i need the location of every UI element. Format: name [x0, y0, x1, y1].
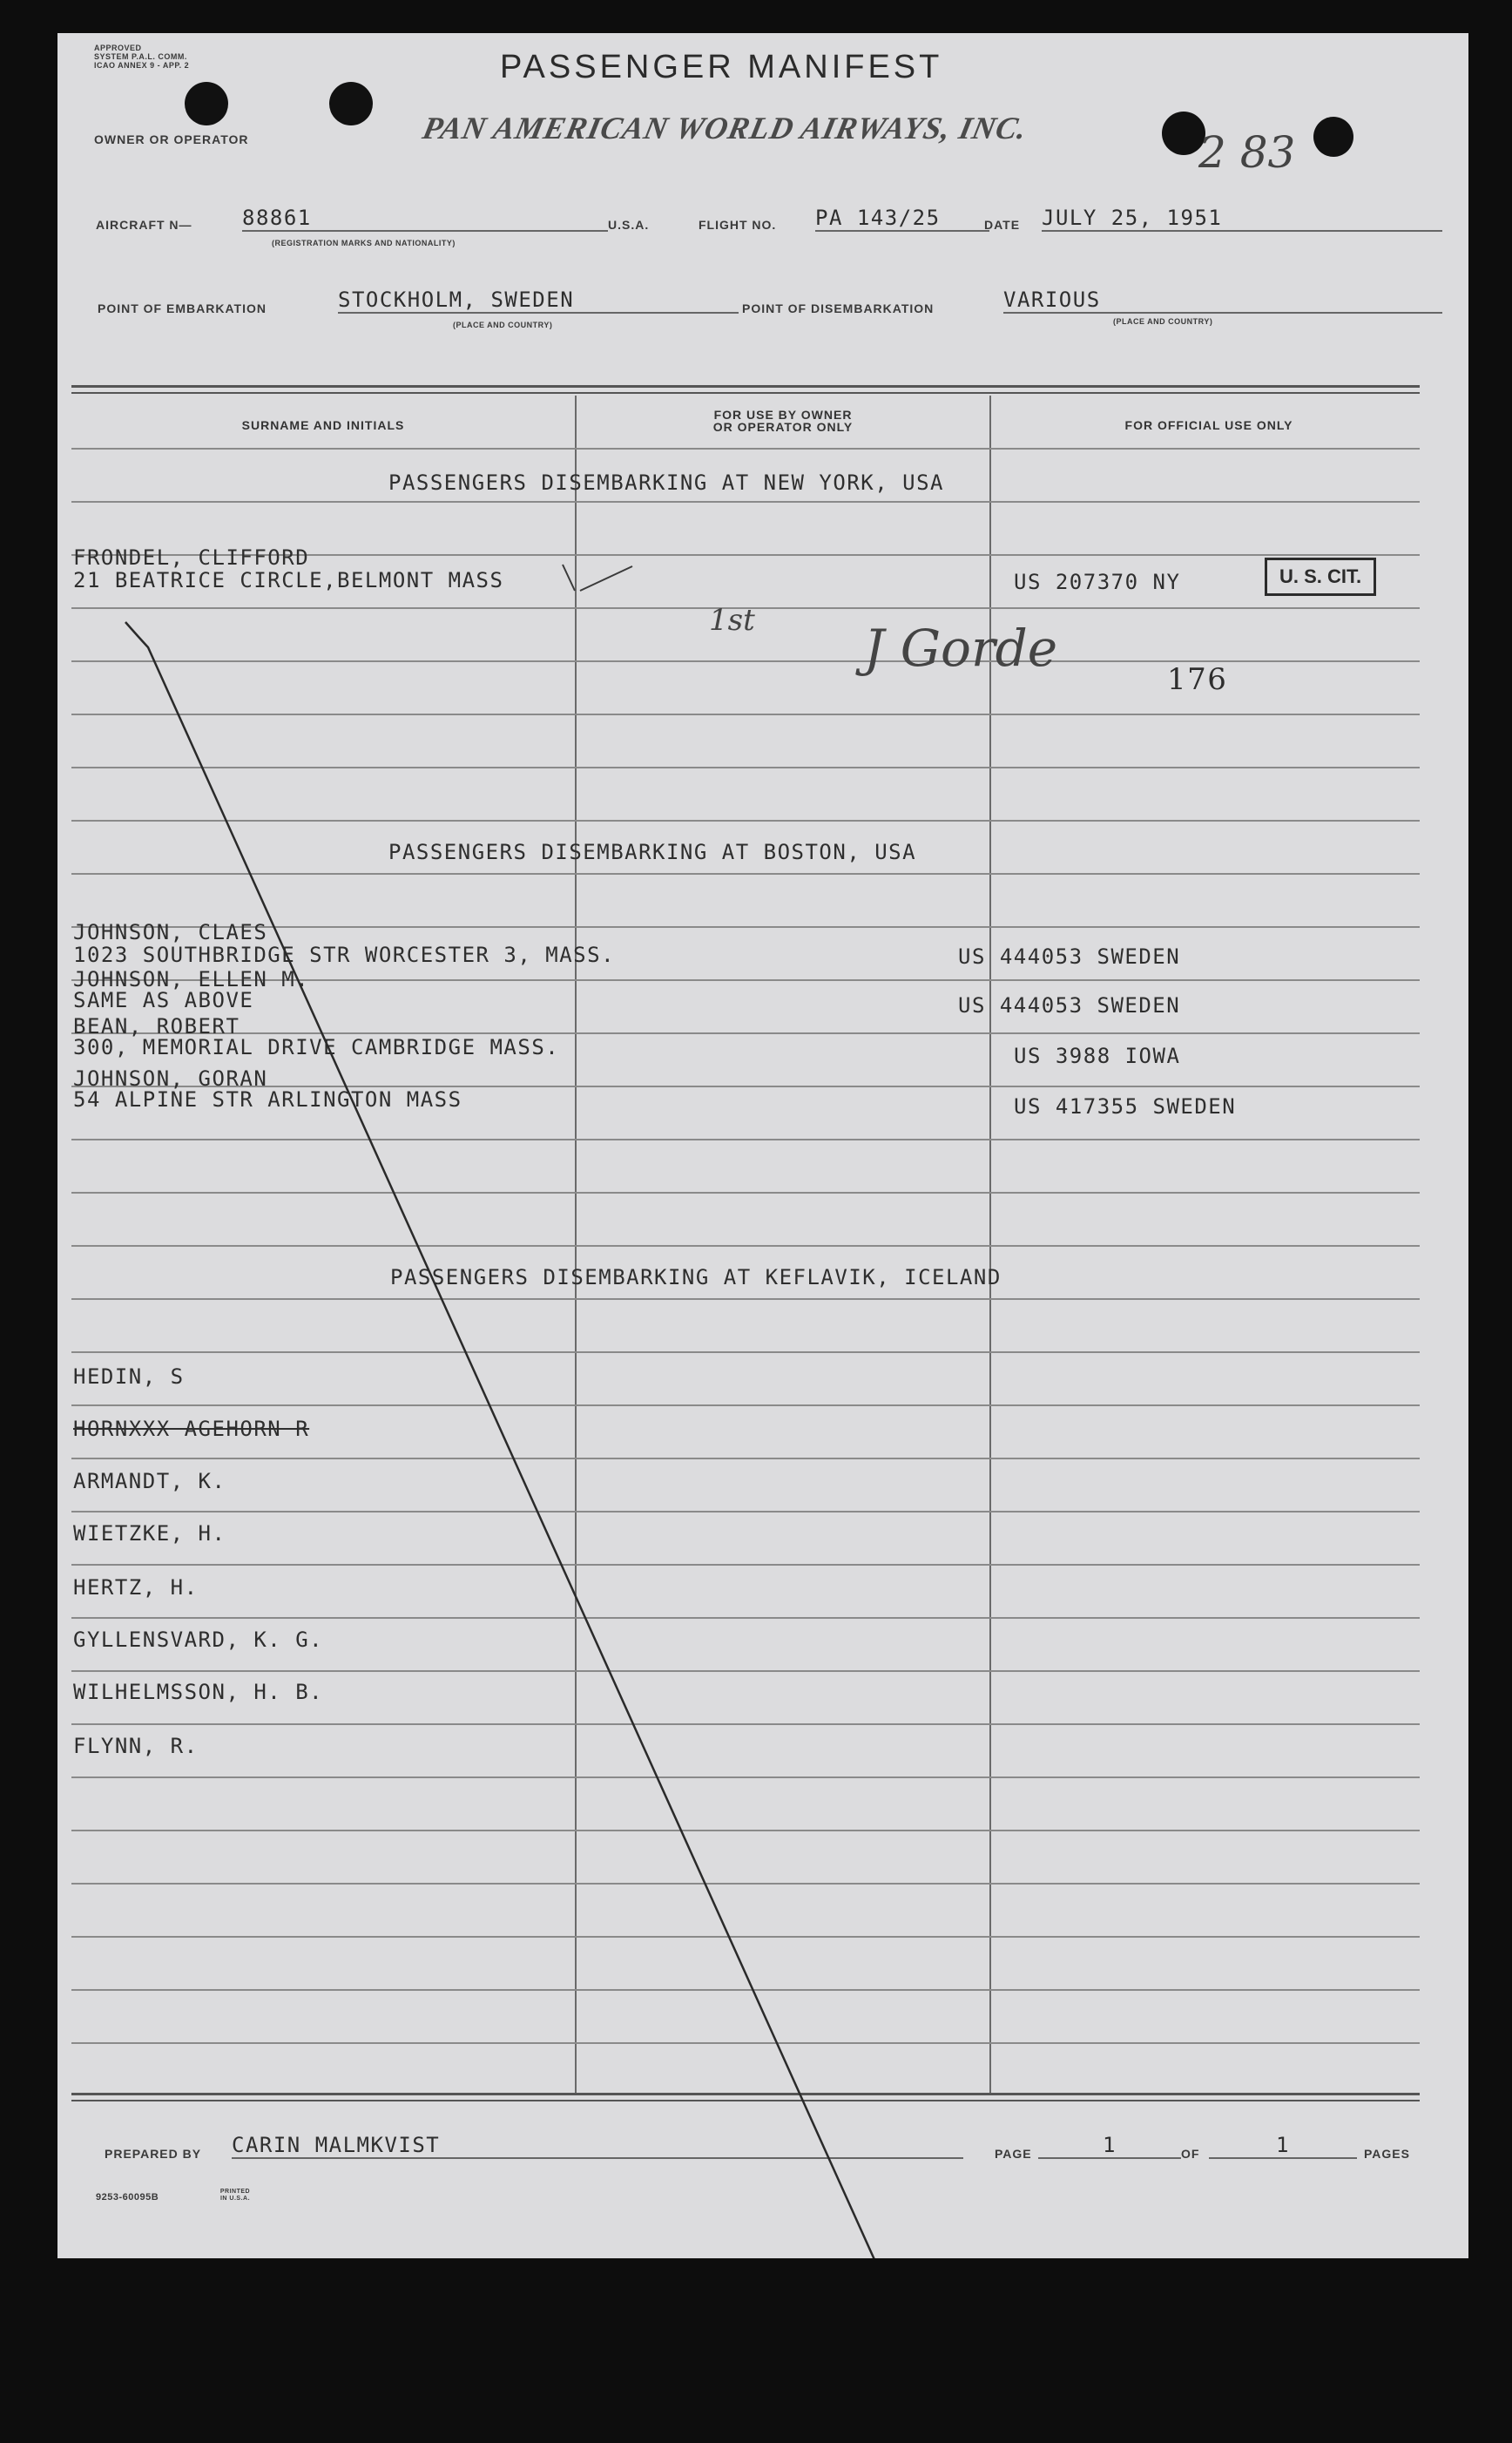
boston-passenger-1-address: 1023 SOUTHBRIDGE STR WORCESTER 3, MASS. — [73, 943, 616, 967]
boston-passenger-4-address: 54 ALPINE STR ARLINGTON MASS — [73, 1087, 462, 1112]
boston-passenger-4-official: US 417355 SWEDEN — [1014, 1094, 1237, 1119]
handwritten-signature: J Gorde — [864, 619, 1058, 678]
keflavik-passenger-7: WILHELMSSON, H. B. — [73, 1680, 324, 1704]
ruled-line — [71, 1936, 1420, 1938]
boston-passenger-3-official: US 3988 IOWA — [1014, 1044, 1181, 1068]
prepared-by-label: PREPARED BY — [105, 2147, 202, 2161]
embark-label: POINT OF EMBARKATION — [98, 301, 267, 315]
flight-number: PA 143/25 — [815, 206, 989, 232]
operator-name: PAN AMERICAN WORLD AIRWAYS, INC. — [419, 111, 1031, 145]
ruled-line — [71, 714, 1420, 715]
ruled-line — [71, 820, 1420, 822]
boston-passenger-1-name: JOHNSON, CLAES — [73, 920, 268, 944]
boston-passenger-2-official: US 444053 SWEDEN — [958, 993, 1181, 1018]
flight-no-label: FLIGHT NO. — [699, 218, 777, 232]
ny-passenger-address: 21 BEATRICE CIRCLE,BELMONT MASS — [73, 568, 504, 592]
page-number: 1 — [1038, 2133, 1181, 2159]
of-label: OF — [1181, 2147, 1200, 2161]
boston-passenger-2-name: JOHNSON, ELLEN M. — [73, 967, 310, 991]
disembark-label: POINT OF DISEMBARKATION — [742, 301, 935, 315]
boston-passenger-2-address: SAME AS ABOVE — [73, 988, 254, 1012]
ruled-line — [71, 1830, 1420, 1831]
boston-passenger-3-name: BEAN, ROBERT — [73, 1014, 240, 1039]
punch-hole-far-right — [1313, 117, 1353, 157]
ruled-line — [71, 1404, 1420, 1406]
approved-line-2: SYSTEM P.A.L. COMM. — [94, 52, 187, 61]
boston-passenger-4-name: JOHNSON, GORAN — [73, 1066, 268, 1091]
ruled-line — [71, 501, 1420, 503]
approved-line-1: APPROVED — [94, 44, 142, 52]
owner-label: OWNER OR OPERATOR — [94, 132, 249, 146]
pages-label: PAGES — [1364, 2147, 1410, 2161]
total-pages: 1 — [1209, 2133, 1357, 2159]
surname-column-header: SURNAME AND INITIALS — [241, 418, 405, 432]
ruled-line — [71, 1989, 1420, 1991]
ruled-line — [71, 1511, 1420, 1512]
keflavik-passenger-4: WIETZKE, H. — [73, 1521, 226, 1546]
keflavik-passenger-8: FLYNN, R. — [73, 1734, 199, 1758]
ruled-line — [71, 1723, 1420, 1725]
stamped-number: 176 — [1167, 662, 1228, 697]
boston-passenger-1-official: US 444053 SWEDEN — [958, 944, 1181, 969]
ruled-line — [71, 1139, 1420, 1140]
ruled-line — [71, 1670, 1420, 1672]
column-divider-1 — [575, 396, 577, 2093]
flight-date: JULY 25, 1951 — [1042, 206, 1442, 232]
ruled-line — [71, 1298, 1420, 1300]
corner-mark: 2 83 — [1198, 127, 1296, 178]
official-column-header: FOR OFFICIAL USE ONLY — [1124, 418, 1293, 432]
embark-place: STOCKHOLM, SWEDEN — [338, 288, 739, 314]
aircraft-number: 88861 — [242, 206, 608, 232]
keflavik-passenger-2: HORNXXX AGEHORN R — [73, 1417, 310, 1441]
owner-column-header-1: FOR USE BY OWNER — [713, 408, 853, 422]
owner-column-header-2: OR OPERATOR ONLY — [712, 420, 854, 434]
aircraft-label: AIRCRAFT N— — [96, 218, 192, 232]
punch-hole-center — [329, 82, 373, 125]
page-label: PAGE — [995, 2147, 1032, 2161]
table-bottom-rule — [71, 2093, 1420, 2095]
diagonal-cancel-line — [57, 33, 1468, 2258]
table-top-rule-2 — [71, 392, 1420, 394]
ruled-line — [71, 873, 1420, 875]
registration-caption: (REGISTRATION MARKS AND NATIONALITY) — [272, 239, 456, 247]
form-number: 9253-60095B — [96, 2192, 159, 2203]
ruled-line — [71, 1351, 1420, 1353]
boston-passenger-3-address: 300, MEMORIAL DRIVE CAMBRIDGE MASS. — [73, 1035, 560, 1059]
ruled-line — [71, 1245, 1420, 1247]
disembark-caption: (PLACE AND COUNTRY) — [1113, 317, 1213, 326]
ruled-line — [71, 1617, 1420, 1619]
ruled-line — [71, 2042, 1420, 2044]
manifest-page — [57, 33, 1468, 2258]
punch-hole-left — [185, 82, 228, 125]
approved-line-3: ICAO ANNEX 9 - APP. 2 — [94, 61, 190, 70]
ruled-line — [71, 1564, 1420, 1566]
section-keflavik: PASSENGERS DISEMBARKING AT KEFLAVIK, ICELAND — [390, 1265, 1002, 1289]
section-boston: PASSENGERS DISEMBARKING AT BOSTON, USA — [388, 840, 917, 864]
ruled-line — [71, 1776, 1420, 1778]
ny-passenger-name: FRONDEL, CLIFFORD — [73, 545, 310, 570]
prepared-by-name: CARIN MALMKVIST — [232, 2133, 963, 2159]
keflavik-passenger-3: ARMANDT, K. — [73, 1469, 226, 1493]
table-bottom-rule-2 — [71, 2100, 1420, 2101]
section-new-york: PASSENGERS DISEMBARKING AT NEW YORK, USA — [388, 470, 944, 495]
printed-mark: PRINTED IN U.S.A. — [219, 2189, 251, 2202]
ruled-line — [71, 926, 1420, 928]
ruled-line — [71, 767, 1420, 768]
ruled-line — [71, 1458, 1420, 1459]
us-citizen-stamp: U. S. CIT. — [1265, 558, 1376, 596]
keflavik-passenger-1: HEDIN, S — [73, 1364, 185, 1389]
date-label: DATE — [984, 218, 1021, 232]
keflavik-passenger-6: GYLLENSVARD, K. G. — [73, 1628, 324, 1652]
page-title: PASSENGER MANIFEST — [500, 49, 943, 85]
embark-caption: (PLACE AND COUNTRY) — [453, 321, 553, 329]
ruled-line — [71, 1032, 1420, 1034]
ruled-line — [71, 1192, 1420, 1194]
handwritten-initial: 1st — [709, 603, 755, 638]
disembark-place: VARIOUS — [1003, 288, 1442, 314]
keflavik-passenger-5: HERTZ, H. — [73, 1575, 199, 1600]
table-top-rule — [71, 385, 1420, 388]
ruled-line — [71, 1883, 1420, 1885]
ny-passenger-official: US 207370 NY — [1014, 570, 1181, 594]
ruled-line — [71, 448, 1420, 450]
usa-label: U.S.A. — [608, 218, 650, 232]
